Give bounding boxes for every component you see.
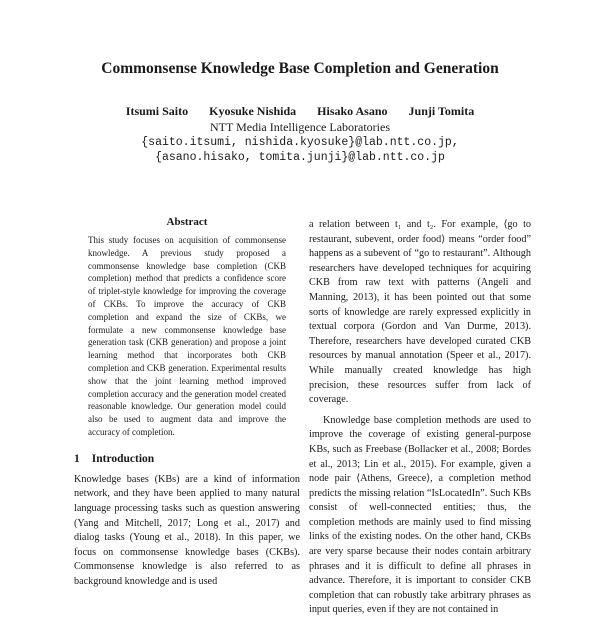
body-paragraph: a relation between t₁ and t₂. For example, ⟨go to restaurant, subevent, order food⟩ means “order food” happens as a subevent of “go to restaurant”. Although researchers have developed techniques for acquiring CKB from raw text with patterns (Angeli and Manning, 2013), it has been pointed out that some sorts of knowledge are rarely expressed explicitly in textual corpora (Gordon and Van Durme, 2013). Therefore, researchers have developed curated CKB resources by manual annotation (Speer et al., 2017). While manually created knowledge has high precision, these resources suffer from lack of coverage. [309,219,531,406]
author-name: Junji Tomita [408,104,475,118]
right-column [309,216,531,618]
section-heading-introduction [74,453,300,465]
left-column [74,216,300,590]
author-list [0,104,600,119]
author-emails-line-2: {asano.hisako, tomita.junji}@lab.ntt.co.jp [155,151,445,164]
author-name: Itsumi Saito [125,104,189,118]
paper-title: Commonsense Knowledge Base Completion and Generation [101,60,499,77]
abstract-text: This study focuses on acquisition of commonsense knowledge. A previous study proposed a commonsense knowledge base completion (CKB completion) method that predicts a confidence score of triplet-style knowledge for improving the coverage of CKBs. To improve the accuracy of CKB completion and expand the size of CKBs, we formulate a new commonsense knowledge base generation task (CKB generation) and propose a joint learning method that incorporates both CKB completion and CKB generation. Experimental results show that the joint learning method improved completion accuracy and the generation model created reasonable knowledge. Our generation model could also be used to augment data and improve the accuracy of completion. [88,235,286,437]
author-name: Hisako Asano [317,104,388,118]
intro-paragraph: Knowledge bases (KBs) are a kind of information network, and they have been applied to many natural language processing tasks such as question answering (Yang and Mitchell, 2017; Long et al., 2017) and dialog tasks (Young et al., 2018). In this paper, we focus on commonsense knowledge bases (CKBs). Commonsense knowledge is also referred to as background knowledge and is used [74,473,300,587]
author-emails-line-1: {saito.itsumi, nishida.kyosuke}@lab.ntt.co.jp, [141,136,459,149]
author-name: Kyosuke Nishida [209,104,297,118]
body-paragraph: Knowledge base completion methods are used to improve the coverage of existing general-purpose KBs, such as Freebase (Bollacker et al., 2008; Bordes et al., 2013; Lin et al., 2015). For example, given a node pair ⟨Athens, Greece⟩, a completion method predicts the missing relation “IsLocatedIn”. Such KBs consist of well-connected entities; thus, the completion methods are mainly used to find missing links of the existing nodes. On the other hand, CKBs are very sparse because their nodes contain arbitrary phrases and it is difficult to define all phrases in advance. Therefore, it is important to consider CKB completion that can robustly take arbitrary phrases as input queries, even if they are not contained in [309,414,531,616]
section-number: 1 [74,452,80,465]
affiliation: NTT Media Intelligence Laboratories [209,120,391,134]
abstract-heading: Abstract [166,216,208,228]
section-title: Introduction [91,452,155,465]
